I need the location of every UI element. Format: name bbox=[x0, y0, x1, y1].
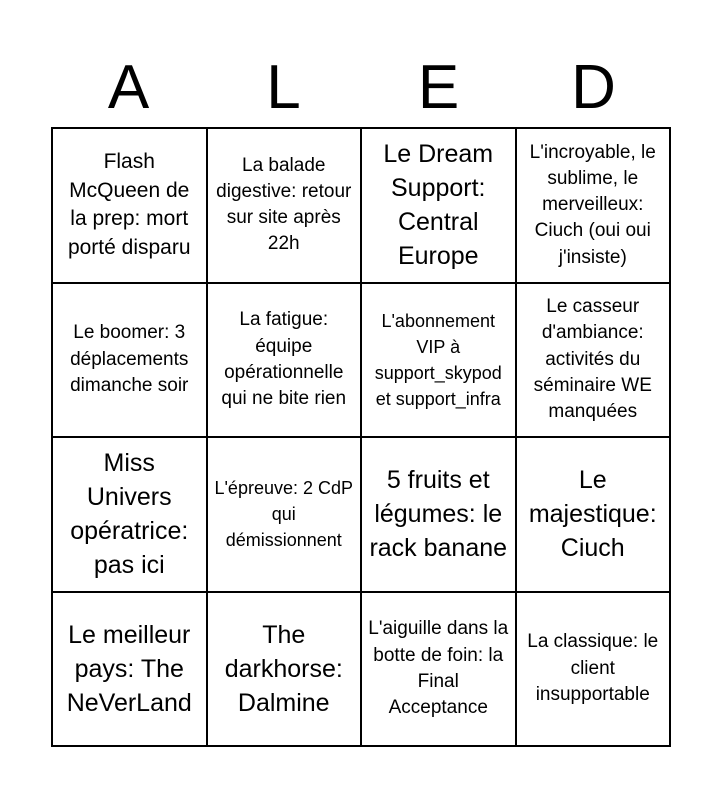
bingo-cell-text: Le Dream Support: Central Europe bbox=[383, 140, 494, 271]
bingo-cell-text: Le meilleur pays: The NeVerLand bbox=[66, 620, 192, 717]
bingo-cell-text: Miss Univers opératrice: pas ici bbox=[70, 449, 189, 580]
bingo-header bbox=[51, 52, 671, 124]
bingo-cell[interactable] bbox=[517, 438, 672, 593]
bingo-cell-text: Le boomer: 3 déplacements dimanche soir bbox=[70, 322, 189, 396]
bingo-cell-text: Le majestique: Ciuch bbox=[528, 466, 657, 563]
header-letter-4: D bbox=[571, 53, 616, 122]
bingo-cell[interactable] bbox=[53, 129, 208, 284]
header-letter-3: E bbox=[417, 53, 460, 122]
bingo-cell-text: La classique: le client insupportable bbox=[527, 631, 659, 705]
header-letter-2: L bbox=[266, 53, 301, 122]
bingo-cell-text: L'épreuve: 2 CdP qui démissionnent bbox=[214, 478, 354, 551]
bingo-cell-text: L'incroyable, le sublime, le merveilleux: Ciuch (oui oui j'insiste) bbox=[529, 141, 656, 268]
bingo-cell[interactable] bbox=[517, 593, 672, 748]
bingo-cell[interactable] bbox=[208, 593, 363, 748]
bingo-cell[interactable] bbox=[53, 438, 208, 593]
bingo-cell[interactable] bbox=[53, 284, 208, 439]
bingo-cell[interactable] bbox=[208, 284, 363, 439]
bingo-cell-text: L'abonnement VIP à support_skypod et support_infra bbox=[374, 310, 502, 409]
bingo-cell-text: The darkhorse: Dalmine bbox=[224, 620, 343, 717]
bingo-cell[interactable] bbox=[208, 438, 363, 593]
bingo-cell[interactable] bbox=[517, 129, 672, 284]
bingo-cell[interactable] bbox=[362, 438, 517, 593]
bingo-cell-text: La fatigue: équipe opérationnelle qui ne bite rien bbox=[221, 309, 347, 409]
bingo-cell-text: Flash McQueen de la prep: mort porté disparu bbox=[67, 150, 191, 259]
bingo-cell[interactable] bbox=[517, 284, 672, 439]
bingo-cell[interactable] bbox=[208, 129, 363, 284]
bingo-cell-text: Le casseur d'ambiance: activités du séminaire WE manquées bbox=[533, 296, 652, 423]
bingo-cell-text: L'aiguille dans la botte de foin: la Final Acceptance bbox=[368, 618, 509, 718]
bingo-grid bbox=[51, 127, 671, 747]
bingo-cell[interactable] bbox=[362, 593, 517, 748]
bingo-cell[interactable] bbox=[362, 129, 517, 284]
bingo-cell[interactable] bbox=[362, 284, 517, 439]
bingo-cell[interactable] bbox=[53, 593, 208, 748]
header-letter-1: A bbox=[107, 53, 150, 122]
bingo-cell-text: La balade digestive: retour sur site après 22h bbox=[216, 154, 352, 255]
bingo-cell-text: 5 fruits et légumes: le rack banane bbox=[369, 466, 508, 563]
